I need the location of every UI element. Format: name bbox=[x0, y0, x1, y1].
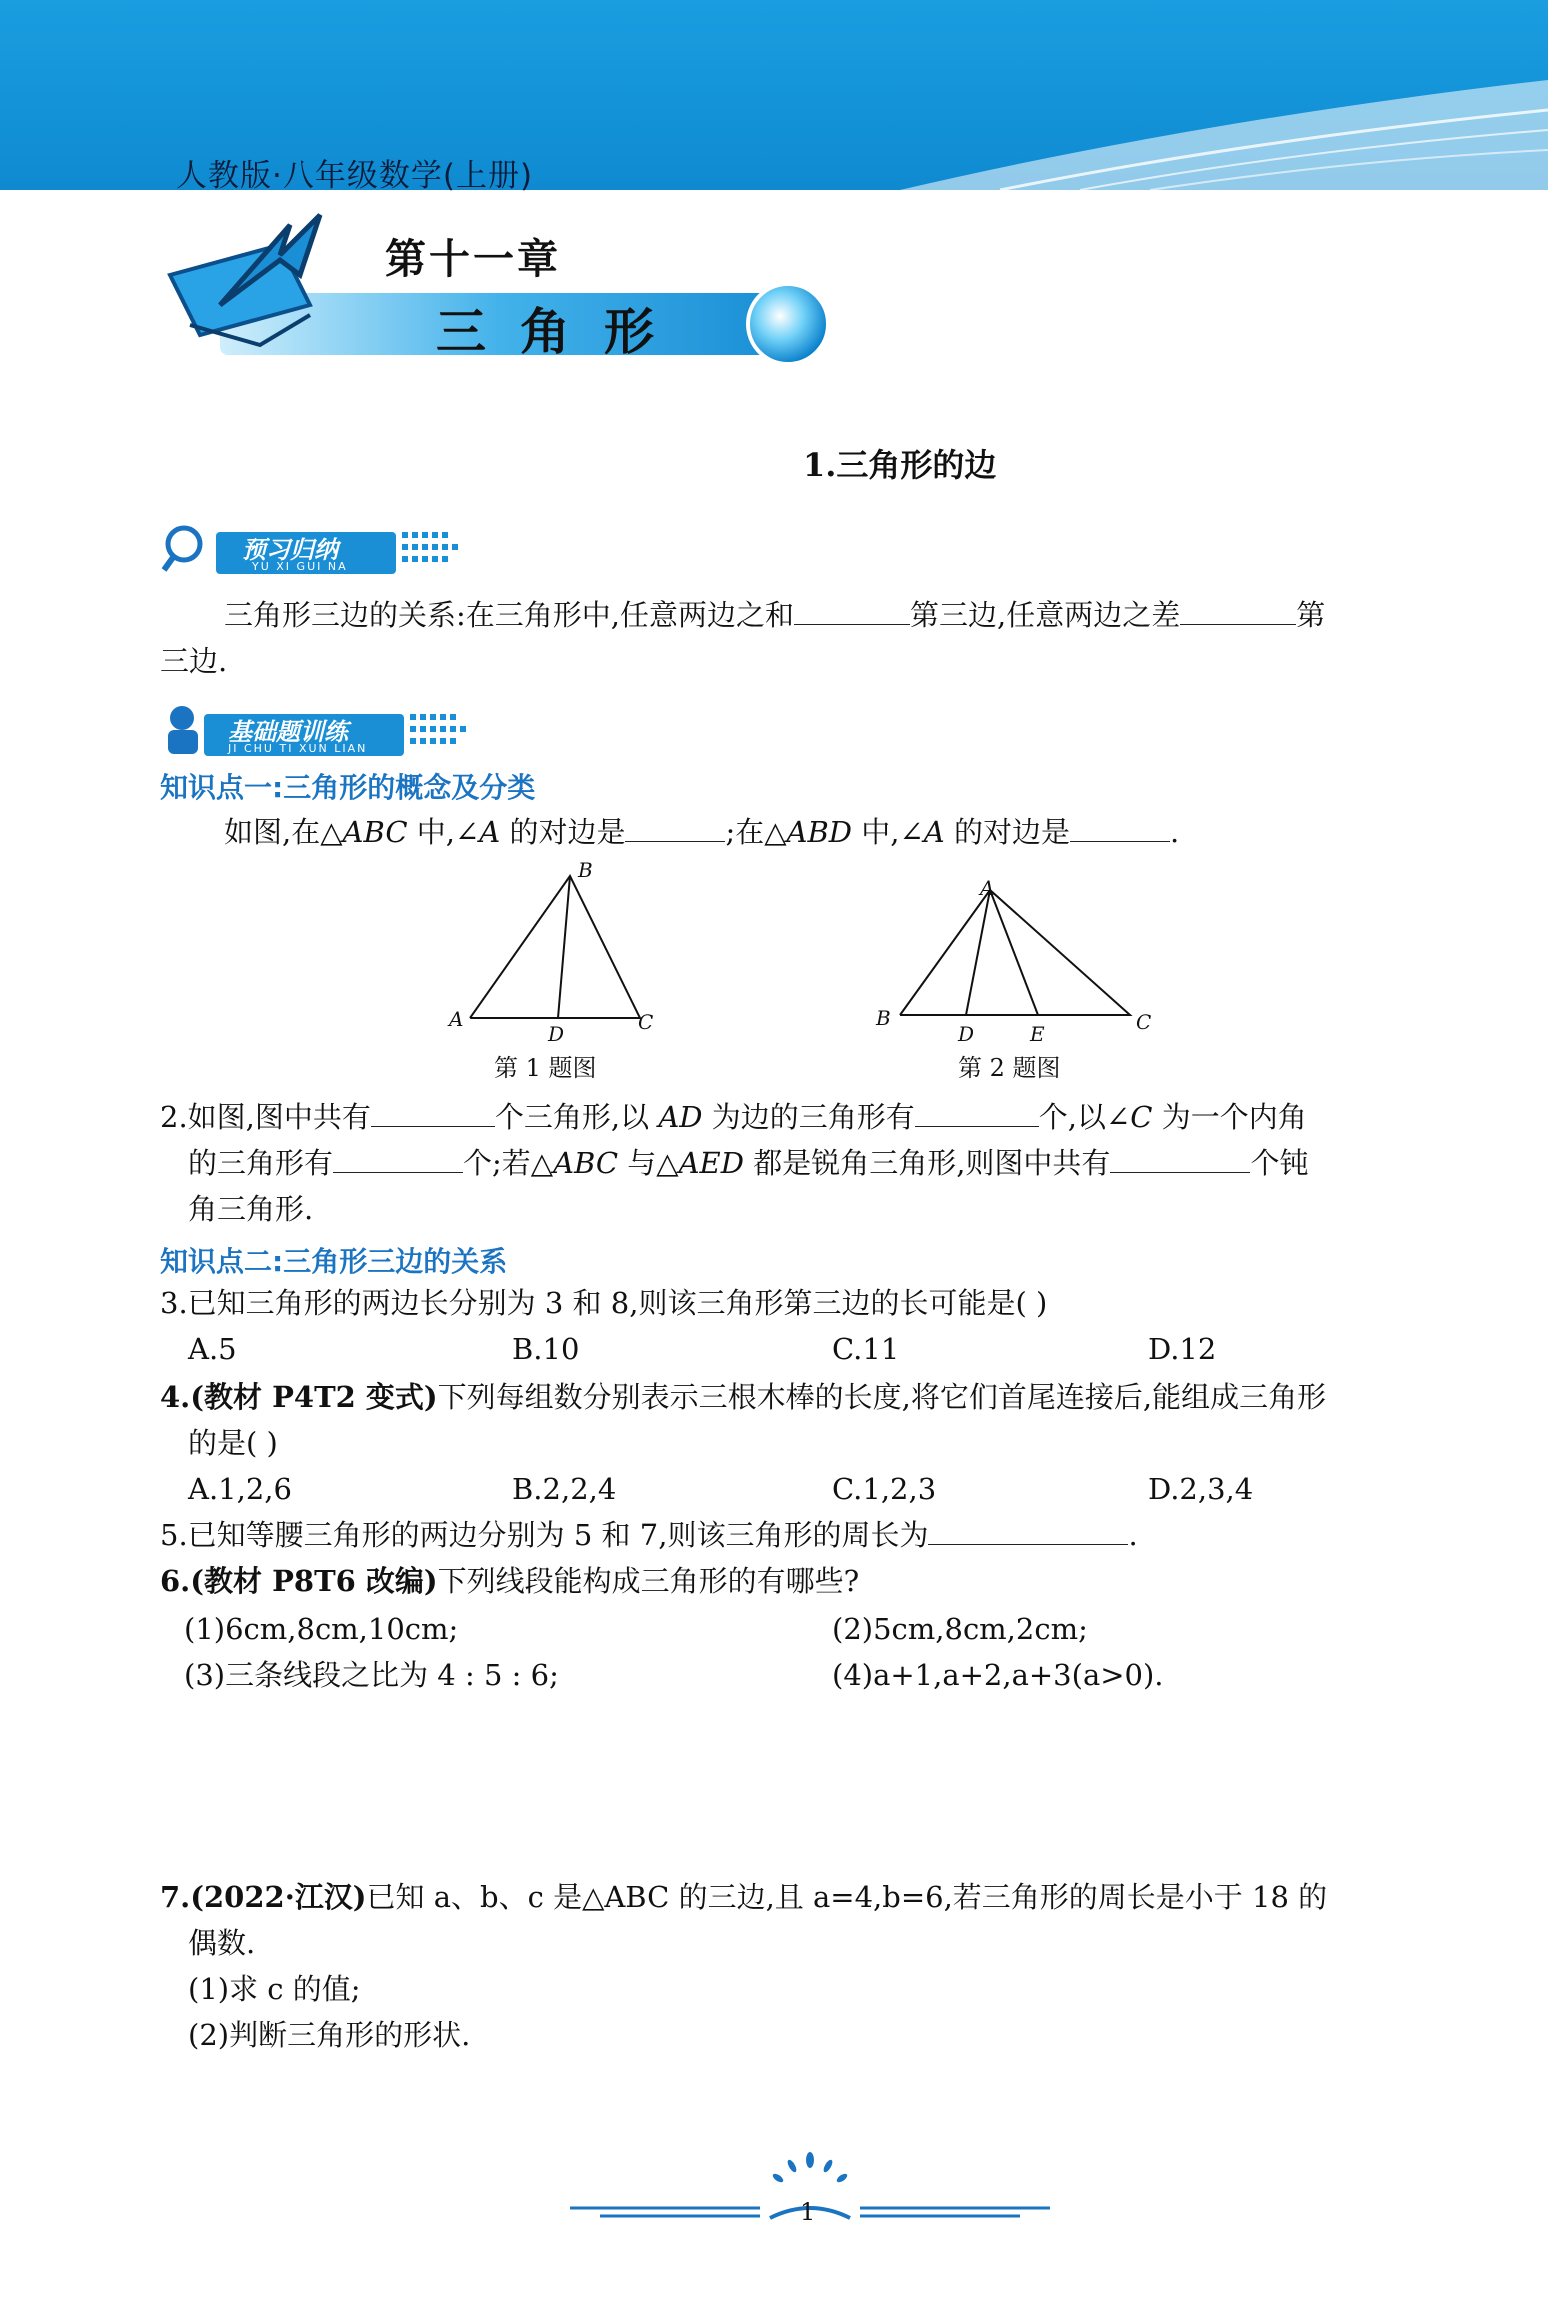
q2-var: ABC bbox=[553, 1146, 619, 1180]
blank bbox=[371, 1100, 495, 1127]
q2-var: C bbox=[1130, 1100, 1153, 1134]
q1-text: 的对边是 bbox=[953, 815, 1070, 849]
question-2-line-2 bbox=[188, 1146, 1308, 1181]
question-6 bbox=[160, 1564, 859, 1599]
knowledge-point-1: 知识点一:三角形的概念及分类 bbox=[160, 771, 536, 804]
question-2-line-3: 角三角形. bbox=[188, 1192, 314, 1226]
blank bbox=[915, 1100, 1039, 1127]
q3-option-d: D.12 bbox=[1148, 1332, 1217, 1366]
q7-tag: 7.(2022·江汉) bbox=[160, 1880, 367, 1914]
q1-var: A bbox=[479, 815, 501, 849]
fig2-label-C: C bbox=[1136, 1010, 1152, 1034]
q2-text: 个钝 bbox=[1250, 1146, 1309, 1180]
blank bbox=[928, 1518, 1128, 1545]
preview-text-a: 三角形三边的关系:在三角形中,任意两边之和 bbox=[224, 598, 794, 632]
q6-item-2: (2)5cm,8cm,2cm; bbox=[832, 1612, 1088, 1646]
question-7-line-2: 偶数. bbox=[188, 1926, 256, 1960]
question-1 bbox=[224, 815, 1179, 850]
q3-option-b: B.10 bbox=[512, 1332, 580, 1366]
q1-text: ;在△ bbox=[725, 815, 787, 849]
question-7 bbox=[160, 1880, 1327, 1915]
q7-part-2: (2)判断三角形的形状. bbox=[188, 2018, 471, 2052]
q3-option-a: A.5 bbox=[188, 1332, 237, 1366]
fig1-label-A: A bbox=[449, 1007, 464, 1031]
q4-option-a: A.1,2,6 bbox=[188, 1472, 292, 1506]
q4-option-c: C.1,2,3 bbox=[832, 1472, 937, 1506]
fig2-label-A: A bbox=[980, 876, 995, 900]
q4-tag: 4.(教材 P4T2 变式) bbox=[160, 1380, 438, 1414]
preview-text-c: 第 bbox=[1296, 598, 1326, 632]
q1-text: 的对边是 bbox=[509, 815, 626, 849]
q5-end: . bbox=[1128, 1518, 1138, 1552]
q2-text: 为一个内角 bbox=[1161, 1100, 1307, 1134]
preview-line-1 bbox=[224, 598, 1325, 633]
blank bbox=[1110, 1146, 1250, 1173]
question-4 bbox=[160, 1380, 1326, 1415]
q2-var: AD bbox=[658, 1100, 703, 1134]
q2-text: 的三角形有 bbox=[188, 1146, 334, 1180]
q2-text: 个三角形,以 bbox=[494, 1100, 650, 1134]
question-2-line-1 bbox=[160, 1100, 1307, 1135]
fig1-label-C: C bbox=[638, 1010, 654, 1034]
q2-text: 都是锐角三角形,则图中共有 bbox=[753, 1146, 1111, 1180]
fig2-label-B: B bbox=[876, 1006, 891, 1030]
page-number: 1 bbox=[800, 2198, 816, 2226]
figure-2-triangle bbox=[890, 880, 1140, 1020]
question-3: 3.已知三角形的两边长分别为 3 和 8,则该三角形第三边的长可能是( ) bbox=[160, 1286, 1048, 1320]
figure-1-caption: 第 1 题图 bbox=[494, 1054, 597, 1082]
fig2-label-D: D bbox=[958, 1022, 975, 1046]
q1-text: . bbox=[1169, 815, 1180, 849]
fig1-label-B: B bbox=[578, 858, 593, 882]
basic-badge-title: 基础题训练 bbox=[228, 718, 348, 746]
q7-stem: 已知 a、b、c 是△ABC 的三边,且 a=4,b=6,若三角形的周长是小于 18 的 bbox=[366, 1880, 1328, 1914]
q6-stem: 下列线段能构成三角形的有哪些? bbox=[437, 1564, 860, 1598]
q2-text: 与△ bbox=[627, 1146, 679, 1180]
knowledge-point-2: 知识点二:三角形三边的关系 bbox=[160, 1245, 508, 1278]
fig1-label-D: D bbox=[548, 1022, 565, 1046]
chapter-number: 第十一章 bbox=[385, 235, 561, 283]
q4-option-b: B.2,2,4 bbox=[512, 1472, 617, 1506]
q1-var: ABC bbox=[342, 815, 408, 849]
blank bbox=[625, 815, 725, 842]
figure-2-caption: 第 2 题图 bbox=[958, 1054, 1061, 1082]
q2-text: 为边的三角形有 bbox=[711, 1100, 915, 1134]
blank bbox=[1070, 815, 1170, 842]
section-title: 1.三角形的边 bbox=[803, 446, 997, 484]
basic-training-badge bbox=[160, 700, 500, 760]
q5-stem: 5.已知等腰三角形的两边分别为 5 和 7,则该三角形的周长为 bbox=[160, 1518, 929, 1552]
q7-part-1: (1)求 c 的值; bbox=[188, 1972, 361, 2006]
q6-item-4: (4)a+1,a+2,a+3(a>0). bbox=[832, 1658, 1164, 1692]
basic-badge-pinyin: JI CHU TI XUN LIAN bbox=[228, 742, 368, 755]
q3-option-c: C.11 bbox=[832, 1332, 900, 1366]
preview-badge bbox=[160, 518, 490, 578]
fig2-label-E: E bbox=[1030, 1022, 1045, 1046]
q6-item-3: (3)三条线段之比为 4 : 5 : 6; bbox=[184, 1658, 559, 1692]
blank bbox=[1180, 598, 1296, 625]
q2-text: 个;若△ bbox=[463, 1146, 554, 1180]
q2-var: AED bbox=[678, 1146, 744, 1180]
q2-text: 2.如图,图中共有 bbox=[160, 1100, 371, 1134]
q6-item-1: (1)6cm,8cm,10cm; bbox=[184, 1612, 459, 1646]
preview-line-2: 三边. bbox=[160, 644, 228, 678]
q1-var: ABD bbox=[786, 815, 853, 849]
q1-text: 中,∠ bbox=[416, 815, 480, 849]
chapter-title: 三角形 bbox=[436, 302, 688, 361]
q2-text: 个,以∠ bbox=[1038, 1100, 1131, 1134]
q1-text: 如图,在△ bbox=[224, 815, 343, 849]
q1-text: 中,∠ bbox=[861, 815, 924, 849]
blank bbox=[333, 1146, 463, 1173]
figure-1-triangle bbox=[440, 860, 670, 1040]
q4-option-d: D.2,3,4 bbox=[1148, 1472, 1254, 1506]
preview-text-b: 第三边,任意两边之差 bbox=[910, 598, 1181, 632]
blank bbox=[794, 598, 910, 625]
preview-badge-pinyin: YU XI GUI NA bbox=[252, 560, 348, 573]
q4-stem: 下列每组数分别表示三根木棒的长度,将它们首尾连接后,能组成三角形 bbox=[437, 1380, 1327, 1414]
q6-tag: 6.(教材 P8T6 改编) bbox=[160, 1564, 438, 1598]
question-5 bbox=[160, 1518, 1138, 1553]
preview-badge-title: 预习归纳 bbox=[242, 536, 338, 564]
question-4-line-2: 的是( ) bbox=[188, 1426, 278, 1460]
book-series: 人教版·八年级数学(上册) bbox=[176, 158, 534, 194]
q1-var: A bbox=[923, 815, 945, 849]
